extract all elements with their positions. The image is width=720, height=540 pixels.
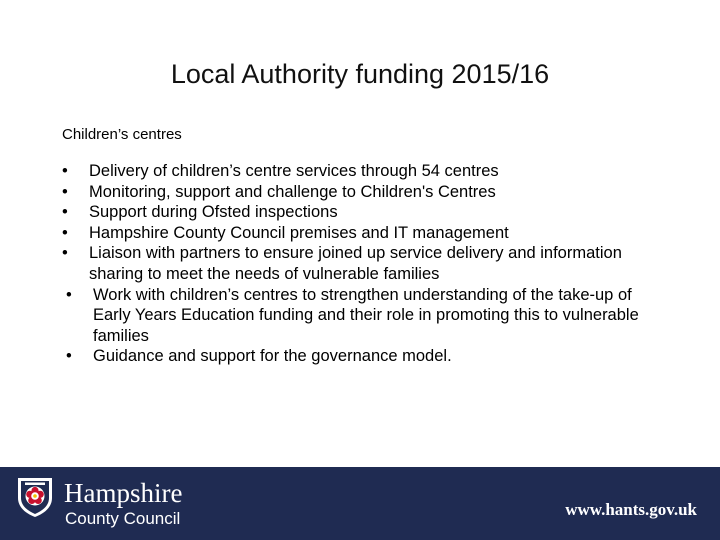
bullet-text: Liaison with partners to ensure joined up service delivery and information sharing to meet the needs of vulnerable families: [89, 244, 622, 283]
bullet-dot: •: [62, 182, 68, 201]
bullet-item: [66, 285, 662, 347]
logo-name: Hampshire: [64, 478, 183, 508]
bullet-item: [62, 223, 662, 244]
bullet-dot: •: [62, 223, 68, 242]
footer-bar: [0, 467, 720, 540]
bullet-item: [62, 243, 662, 284]
bullet-item: [62, 202, 662, 223]
slide-title: Local Authority funding 2015/16: [170, 59, 550, 89]
bullet-dot: •: [66, 285, 72, 304]
bullet-text: Hampshire County Council premises and IT management: [89, 223, 509, 242]
bullet-text: Guidance and support for the governance model.: [93, 347, 452, 366]
website-url: www.hants.gov.uk: [565, 500, 697, 519]
bullet-dot: •: [62, 203, 68, 222]
bullet-dot: •: [62, 244, 68, 263]
bullet-item: [66, 346, 662, 367]
bullet-text: Support during Ofsted inspections: [89, 203, 338, 222]
bullet-dot: •: [62, 162, 68, 180]
bullet-text: Monitoring, support and challenge to Children's Centres: [89, 182, 496, 201]
bullet-item: [62, 182, 662, 203]
bullet-dot: •: [66, 347, 72, 366]
hampshire-rose-crest-icon: [15, 476, 55, 518]
bullet-item: [62, 161, 662, 182]
logo-subtitle: County Council: [65, 509, 181, 528]
bullet-text: Work with children’s centres to strengthen understanding of the take-up of Early Years Education funding and their role in promoting this to vulnerable families: [93, 285, 639, 345]
bullet-text: Delivery of children’s centre services through 54 centres: [89, 162, 499, 180]
section-heading: Children’s centres: [62, 126, 182, 143]
bullet-list: [62, 161, 662, 367]
